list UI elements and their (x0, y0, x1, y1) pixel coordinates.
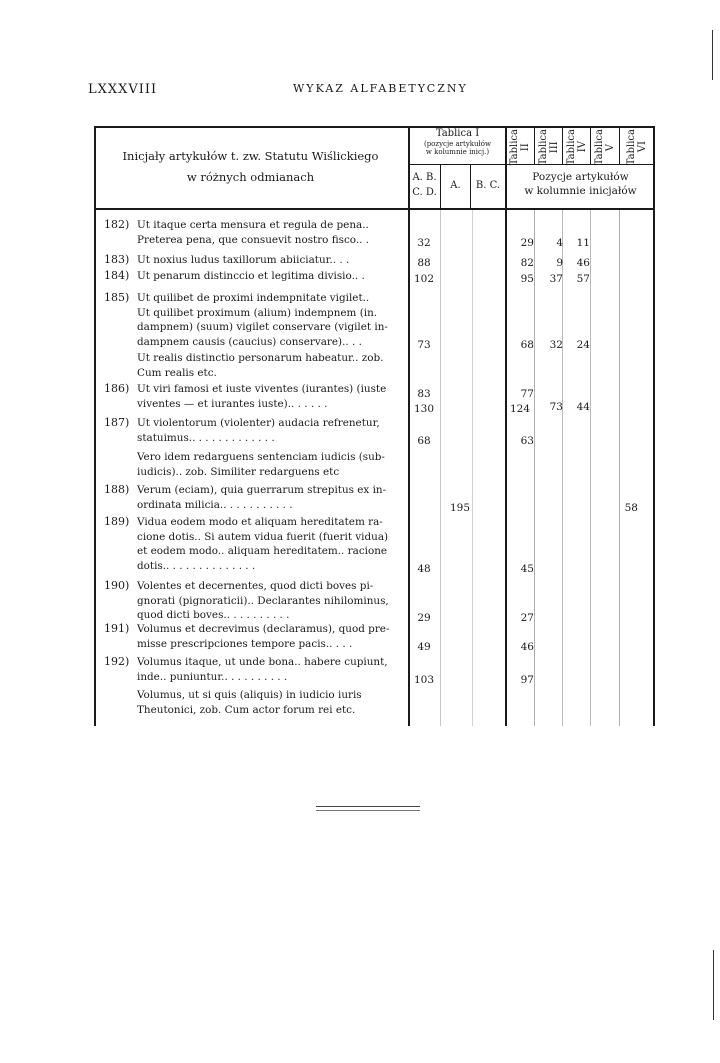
table-row (94, 515, 407, 573)
position-value-abcd: 88 (417, 257, 431, 269)
main-column-header-line2: w różnych odmianach (186, 170, 315, 184)
article-text-line: Ut quilibet de proximi indempnitate vigilet.. (137, 292, 370, 304)
position-value-a: 195 (449, 501, 470, 514)
tablica-vi-header (620, 128, 653, 166)
article-text (137, 291, 401, 349)
position-value-iii: 37 (549, 273, 563, 285)
position-value-iv: 57 (576, 273, 590, 285)
article-text (137, 483, 401, 512)
article-text-line: Volumus, ut si quis (aliquis) in iudicio iuris (137, 689, 362, 701)
tablica-i-note-line1: (pozycje artykułów (423, 140, 492, 148)
subcol-abcd-line2: C. D. (412, 187, 437, 198)
article-text-line: et eodem modo.. aliquam hereditatem.. racione (137, 545, 388, 558)
article-text-line: Ut quilibet proximum (alium) indempnem (in. (137, 306, 378, 319)
table-row (94, 622, 407, 651)
position-value-ii: 77 (520, 388, 534, 400)
table-row (94, 351, 407, 380)
tablica-i-note-line2: w kolumnie inicj.) (425, 148, 490, 156)
article-number: 184) (104, 269, 130, 282)
article-text-line: dampnem causis (caucius) conservare).. . . (137, 335, 362, 348)
position-value-ii: 29 (520, 236, 534, 249)
article-text (137, 622, 401, 651)
article-number: 192) (104, 655, 130, 668)
position-value-iv: 24 (576, 338, 590, 351)
article-text-line: quod dicti boves.. . . . . . . . . . (137, 609, 290, 622)
running-title: WYKAZ ALFABETYCZNY (293, 82, 468, 95)
tablica-ii-label: Tablica II (509, 128, 531, 166)
article-text-line: Theutonici, zob. Cum actor forum rei etc. (137, 703, 356, 716)
position-value-ii2: 124 (509, 402, 530, 415)
position-value-ii: 95 (520, 273, 534, 285)
article-text-line: Ut noxius ludus taxillorum abiiciatur.. . . (137, 254, 350, 266)
position-value-iv: 44 (576, 400, 590, 413)
closing-rule-secondary (316, 810, 420, 811)
article-number: 187) (104, 416, 130, 429)
article-text-line: Vidua eodem modo et aliquam hereditatem ra- (137, 516, 383, 528)
article-number: 190) (104, 579, 130, 592)
table-row (94, 483, 407, 512)
article-text-line: cione dotis.. Si autem vidua fuerit (fuerit vidua) (137, 530, 389, 543)
article-text (137, 416, 401, 445)
tablica-iii-header (535, 128, 562, 166)
pozycje-header-line2: w kolumnie inicjałów (524, 185, 637, 197)
table-row (94, 416, 407, 445)
position-value-iii: 73 (549, 400, 563, 413)
article-text (137, 450, 401, 479)
article-text-line: dotis.. . . . . . . . . . . . . . (137, 559, 256, 572)
position-value-abcd: 102 (413, 273, 435, 285)
article-text-line: Cum realis etc. (137, 366, 217, 379)
position-value-abcd2: 130 (413, 402, 435, 415)
table-row (94, 269, 407, 284)
article-text-line: Preterea pena, que consuevit nostro fisco.. . (137, 233, 370, 246)
position-value-ii: 27 (520, 612, 534, 625)
article-text (137, 351, 401, 380)
article-text-line: inde.. puniuntur.. . . . . . . . . . (137, 670, 288, 683)
position-value-iv: 46 (576, 257, 590, 269)
body-rule-a (472, 210, 473, 726)
position-value-iv: 11 (576, 236, 590, 249)
tablica-iv-header (563, 128, 590, 166)
article-number: 183) (104, 253, 130, 266)
tablica-v-label: Tablica V (594, 128, 616, 166)
main-column-header-line1: Inicjały artykułów t. zw. Statutu Wiślickiego (122, 149, 379, 163)
position-value-abcd: 29 (417, 612, 431, 625)
position-value-ii: 45 (520, 562, 534, 575)
tablica-vi-label: Tablica VI (625, 128, 648, 166)
article-text-line: Ut itaque certa mensura et regula de pena.. (137, 219, 369, 231)
pozycje-header-line1: Pozycje artykułów (532, 171, 629, 183)
article-text-line: Ut penarum distinccio et legitima divisio.. . (137, 270, 365, 282)
position-value-abcd: 32 (417, 236, 431, 249)
article-number: 185) (104, 291, 130, 304)
tablica-i-header (410, 128, 505, 156)
table-header-bottom-rule (94, 208, 655, 210)
article-number: 189) (104, 515, 130, 528)
article-text-line: misse prescripciones tempore pacis.. . . . (137, 637, 353, 650)
subcol-abcd-header (409, 170, 440, 200)
article-text-line: gnorati (pignoraticii).. Declarantes nihilominus, (137, 594, 389, 607)
tablica-v-header (591, 128, 619, 166)
position-value-abcd: 68 (417, 434, 431, 447)
article-text-line: Ut viri famosi et iuste viventes (iurantes) (iuste (137, 383, 387, 395)
article-text-line: Volumus itaque, ut unde bona.. habere cupiunt, (137, 656, 388, 668)
body-rule-iii (562, 210, 563, 726)
tablica-iv-label: Tablica IV (565, 128, 588, 166)
position-value-ii: 63 (520, 434, 534, 447)
col-rule-tablica-i (505, 126, 507, 726)
main-column-header (94, 146, 407, 188)
table-row (94, 579, 407, 623)
table-row (94, 688, 407, 717)
article-text (137, 269, 401, 284)
position-value-ii: 68 (520, 338, 534, 351)
position-value-abcd: 48 (417, 562, 431, 575)
position-value-abcd: 49 (417, 640, 431, 653)
article-text-line: Ut violentorum (violenter) audacia refrenetur, (137, 417, 380, 429)
subcol-bc-header: B. C. (475, 180, 501, 191)
subcol-abcd-line1: A. B. (412, 172, 437, 183)
article-text (137, 688, 401, 717)
article-text-line: ordinata milicia.. . . . . . . . . . . (137, 498, 293, 511)
article-text-line: Volumus et decrevimus (declaramus), quod pre- (137, 623, 390, 635)
article-text-line: Vero idem redarguens sentenciam iudicis (sub- (137, 451, 385, 463)
table-row (94, 291, 407, 349)
scan-edge-mark (713, 950, 714, 1020)
body-rule-v (619, 210, 620, 726)
article-number: 188) (104, 483, 130, 496)
position-value-ii: 46 (520, 640, 534, 653)
article-text-line: Ut realis distinctio personarum habeatur.. zob. (137, 352, 384, 364)
pozycje-header (506, 170, 655, 198)
table-row (94, 253, 407, 268)
table-row (94, 218, 407, 247)
position-value-abcd: 73 (417, 338, 431, 351)
index-table (94, 126, 655, 726)
article-text (137, 253, 401, 268)
table-row (94, 655, 407, 684)
article-text (137, 218, 401, 247)
tablica-i-title: Tablica I (435, 128, 480, 139)
scan-edge-mark (712, 30, 713, 80)
article-text (137, 515, 401, 573)
position-value-ii: 82 (520, 257, 534, 269)
position-value-abcd: 83 (417, 388, 431, 400)
article-text (137, 579, 401, 623)
article-text (137, 382, 401, 411)
tablica-ii-header (506, 128, 534, 166)
page-number: LXXXVIII (88, 82, 158, 97)
article-text-line: Verum (eciam), quia guerrarum strepitus ex in- (137, 484, 387, 496)
article-text (137, 655, 401, 684)
position-value-ii: 97 (520, 673, 534, 686)
col-rule-main (408, 126, 410, 726)
body-rule-iv (590, 210, 591, 726)
table-row (94, 382, 407, 411)
article-number: 182) (104, 218, 130, 231)
article-number: 186) (104, 382, 130, 395)
closing-rule (316, 806, 420, 807)
table-row (94, 450, 407, 479)
position-value-iii: 4 (556, 236, 563, 249)
tablica-i-subheader-rule (409, 164, 505, 165)
article-text-line: viventes — et iurantes iuste).. . . . . . (137, 397, 328, 410)
tablica-iii-label: Tablica III (537, 128, 560, 166)
position-value-vi: 58 (624, 501, 638, 514)
article-text-line: statuimus.. . . . . . . . . . . . . (137, 431, 275, 444)
position-value-iii: 32 (549, 338, 563, 351)
position-value-iii: 9 (556, 257, 563, 269)
body-rule-abcd (440, 210, 441, 726)
subcol-a-header: A. (450, 180, 461, 191)
table-right-rule (653, 126, 655, 726)
article-number: 191) (104, 622, 130, 635)
position-value-abcd: 103 (413, 673, 435, 686)
article-text-line: Volentes et decernentes, quod dicti boves pi- (137, 580, 374, 592)
article-text-line: dampnem) (suum) vigilet conservare (vigilet in- (137, 321, 388, 334)
body-rule-ii (534, 210, 535, 726)
article-text-line: iudicis).. zob. Similiter redarguens etc (137, 465, 340, 478)
